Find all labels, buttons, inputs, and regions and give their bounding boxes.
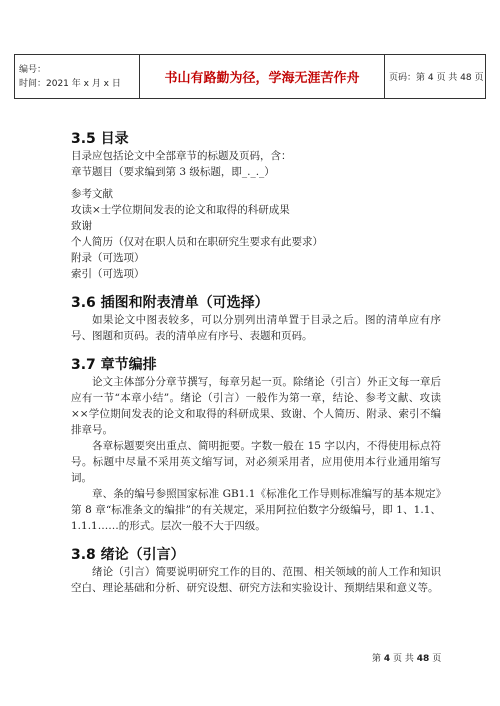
footer-suffix: 页 [432,654,442,664]
section-title: 3.5 目录 [71,131,129,147]
page-footer [372,651,441,664]
toc-line: 索引（可选项） [71,268,145,280]
toc-line: 攻读×士学位期间发表的论文和取得的科研成果 [71,204,290,216]
toc-line: 章节题目（要求编到第 3 级标题，即_._._） [71,166,275,178]
section-title: 3.6 插图和附表清单（可选择） [71,295,269,311]
toc-line: 个人简历（仅对在职人员和在职研究生要求有此要求） [71,236,323,248]
footer-total-pages: 48 [416,654,430,664]
section-title: 3.8 绪论（引言） [71,547,185,563]
header-motto: 书山有路勤为径，学海无涯苦作舟 [140,55,385,99]
section-title: 3.7 章节编排 [71,357,157,373]
section-3-5 [71,130,441,282]
section-3-6 [71,294,441,344]
toc-line: 致谢 [71,220,92,232]
paragraph: 各章标题要突出重点、简明扼要。字数一般在 15 字以内，不得使用标点符号。标题中尽量不采用英文缩写词，对必须采用者，应用使用本行业通用缩写词。 [71,440,441,484]
document-body [71,130,441,596]
paragraph: 如果论文中图表较多，可以分别列出清单置于目录之后。图的清单应有序号、图题和页码。表的清单应有序号、表题和页码。 [71,314,441,342]
header-time-label: 时间：2021 年 x 月 x 日 [19,78,121,89]
page-header [14,54,486,99]
paragraph: 绪论（引言）简要说明研究工作的目的、范围、相关领域的前人工作和知识空白、理论基础和分析、研究设想、研究方法和实验设计、预期结果和意义等。 [71,566,441,594]
footer-page-number: 4 [383,654,391,664]
header-page-info: 页码：第 4 页 共 48 页 [385,55,486,99]
toc-line: 附录（可选项） [71,252,145,264]
footer-middle: 页 共 [393,654,414,664]
section-3-7 [71,356,441,534]
paragraph: 论文主体部分分章节撰写，每章另起一页。除绪论（引言）外正文每一章后应有一节“本章小结”。绪论（引言）一般作为第一章，结论、参考文献、攻读××学位期间发表的论文和取得的科研成果、致谢、个人简历、附录、索引不编排章号。 [71,376,441,436]
footer-prefix: 第 [372,654,382,664]
toc-line: 目录应包括论文中全部章节的标题及页码，含： [71,150,292,162]
paragraph: 章、条的编号参照国家标准 GB1.1《标准化工作导则标准编写的基本规定》第 8 章“标准条文的编排”的有关规定，采用阿拉伯数字分级编号，即 1、1.1、1.1.1……的形式。层次一般不大于四级。 [71,488,441,532]
header-id-label: 编号： [19,64,47,75]
section-3-8 [71,546,441,596]
toc-line: 参考文献 [71,188,113,200]
header-left-cell [15,55,140,99]
